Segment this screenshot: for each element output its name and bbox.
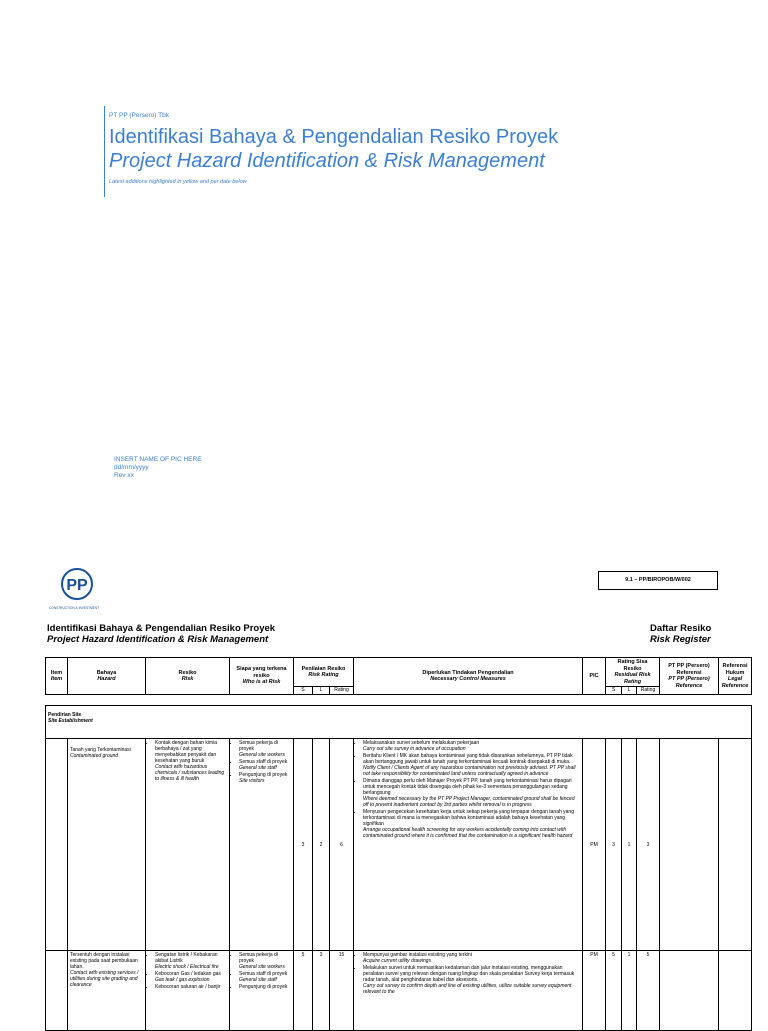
cover-note: Latest additions highlighted in yellow and per date below <box>109 179 247 185</box>
document-reference: 9.1 – PP/BIROPOB/W/002 <box>598 571 718 590</box>
col-measures: Diperlukan Tindakan Pengendalian Necessary Control Measures <box>354 658 583 695</box>
pp-reference-cell <box>660 739 719 951</box>
hazard-cell: Tersentuh dengan instalasi existing pada saat pembukaan lahan. Contact with existing services / utilities during site grading and clearance <box>68 951 146 1031</box>
section-title-id: Pendirian Site <box>48 712 82 718</box>
residual-likelihood-value: 1 <box>622 739 637 951</box>
measures-cell: • Mempunyai gambar instalasi existing yang terkini Acquire current utility drawings • Melakukan survei untuk memastikan kedalaman dan jalur instalasi existing, menggunakan peralatan survei yang relevan dengan ruang lingkup dan skala peralatan Survey kerja termasuk radar tanah, alat penghindaran kabel dan aksesoris. Carry out survey to confirm depth and line of existing utilities, utilize suitable survey equipment relevant to the <box>354 951 583 1031</box>
col-who: Siapa yang terkena resiko Who is at Risk <box>230 658 294 695</box>
measures-cell: • Melaksanakan survei sebelum melakukan pekerjaan Carry out site survey in advance of occupation • Beritahu Klient / MK akan bahaya kontaminasi yang tidak disarankan sebelumnya. PT PP tidak akan bertanggung jawab untuk tanah yang terkontaminasi kecuali kontrak disepakati di muka. Notify Client / Clients Agent of any hazardous contamination not previously advised. PT PP shall not take responsibility for contaminated land unless contractually agreed in advance • Dimana dianggap perlu oleh Manajer Proyek PT PP, tanah yang terkontaminasi harus dipagari untuk mencegah kontak tidak disengaja oleh pihak ke-3 sementara penanggulangan sedang berlangsung Where deemed necessary by the PT PP Project Manager, contaminated ground shall be fenced off to prevent inadvertent contact by 3rd parties whilst removal is in progress • Menyusun pengecekan kesehatan kerja untuk setiap pekerja yang terpapar dengan tanah yang terkontaminasi di mana ia menegaskan bahwa kontaminasi adalah bahaya kesehatan yang signifikan Arrange occupational health screening for any workers accidentally coming into contact with contaminated ground where it is confirmed that the contamination is a significant health hazard <box>354 739 583 951</box>
table-row <box>46 951 752 1031</box>
col-s: S <box>294 687 313 695</box>
pic-value: PM <box>583 739 606 951</box>
residual-severity-value: 5 <box>606 951 622 1031</box>
section-title-en: Site Establishment <box>48 718 93 724</box>
likelihood-value: 3 <box>313 951 330 1031</box>
risk-cell: • Kontak dengan bahan kimia berbahaya / zat yang menyebabkan penyakit dan kesehatan yang buruk Contact with hazardous chemicals / substances leading to illness & ill health <box>146 739 230 951</box>
rating-value: 15 <box>330 951 354 1031</box>
pic-rev: Rev xx <box>114 472 134 479</box>
register-label <box>650 623 711 645</box>
section-header <box>46 706 752 739</box>
who-cell: • Semua pekerja di proyek General site workers • Semua staff di proyek General site staff • Pengunjung di proyek <box>230 951 294 1031</box>
rating-value: 6 <box>330 739 354 951</box>
register-title-id: Identifikasi Bahaya & Pengendalian Resiko Proyek <box>47 623 276 634</box>
col-pp-reference: PT PP (Persero) Referensi PT PP (Persero) Reference <box>660 658 719 695</box>
col-item: Item Item <box>46 658 68 695</box>
logo-letters: PP <box>66 577 88 594</box>
col-l: L <box>313 687 330 695</box>
residual-severity-value: 3 <box>606 739 622 951</box>
register-label-en: Risk Register <box>650 634 711 645</box>
pic-name: INSERT NAME OF PIC HERE <box>114 456 202 463</box>
col-legal-reference: Referensi Hukum Legal Reference <box>719 658 752 695</box>
cover-title-id: Identifikasi Bahaya & Pengendalian Resiko Proyek <box>109 126 559 148</box>
residual-rating-value: 3 <box>637 739 660 951</box>
col-residual-rating: Rating Sisa Resiko Residual Risk Rating <box>606 658 660 687</box>
hazard-cell: Tanah yang Terkontaminasi Contaminated ground <box>68 739 146 951</box>
item-cell <box>46 739 68 951</box>
likelihood-value: 2 <box>313 739 330 951</box>
severity-value: 5 <box>294 951 313 1031</box>
pic-block <box>114 456 202 480</box>
who-cell: • Semua pekerja di proyek General site workers • Semua staff di proyek General site staff • Pengunjung di proyek Site visitors <box>230 739 294 951</box>
col-rating: Rating <box>330 687 354 695</box>
col-residual-l: L <box>622 687 637 695</box>
residual-likelihood-value: 1 <box>622 951 637 1031</box>
company-name: PT PP (Persero) Tbk <box>109 112 169 119</box>
company-logo-icon <box>47 566 112 612</box>
severity-value: 3 <box>294 739 313 951</box>
register-title-en: Project Hazard Identification & Risk Management <box>47 634 269 645</box>
risk-cell: • Sengatan listrik / Kebakaran akibat Listrik Electric shock / Electrical fire • Kebocoran Gas / ledakan gas Gas leak / gas explosion • Kebocoran saluran air / banjir <box>146 951 230 1031</box>
column-header-table <box>45 657 752 695</box>
col-residual-rating-sub: Rating <box>637 687 660 695</box>
table-row <box>46 739 752 951</box>
col-pic: PIC <box>583 658 606 695</box>
col-hazard: Bahaya Hazard <box>68 658 146 695</box>
col-risk: Resiko Risk <box>146 658 230 695</box>
col-residual-s: S <box>606 687 622 695</box>
risk-register-table <box>45 705 752 1031</box>
register-title <box>47 623 275 645</box>
register-label-id: Daftar Resiko <box>650 623 712 634</box>
col-risk-rating: Penilaian Resiko Risk Rating <box>294 658 354 687</box>
cover-title-en: Project Hazard Identification & Risk Management <box>109 150 545 172</box>
residual-rating-value: 5 <box>637 951 660 1031</box>
legal-reference-cell <box>719 951 752 1031</box>
pic-date: dd/mm/yyyy <box>114 464 149 471</box>
pic-value: PM <box>583 951 606 1031</box>
item-cell <box>46 951 68 1031</box>
legal-reference-cell <box>719 739 752 951</box>
cover-block <box>104 106 709 197</box>
logo-caption: CONSTRUCTION & INVESTMENT <box>49 606 100 610</box>
pp-reference-cell <box>660 951 719 1031</box>
